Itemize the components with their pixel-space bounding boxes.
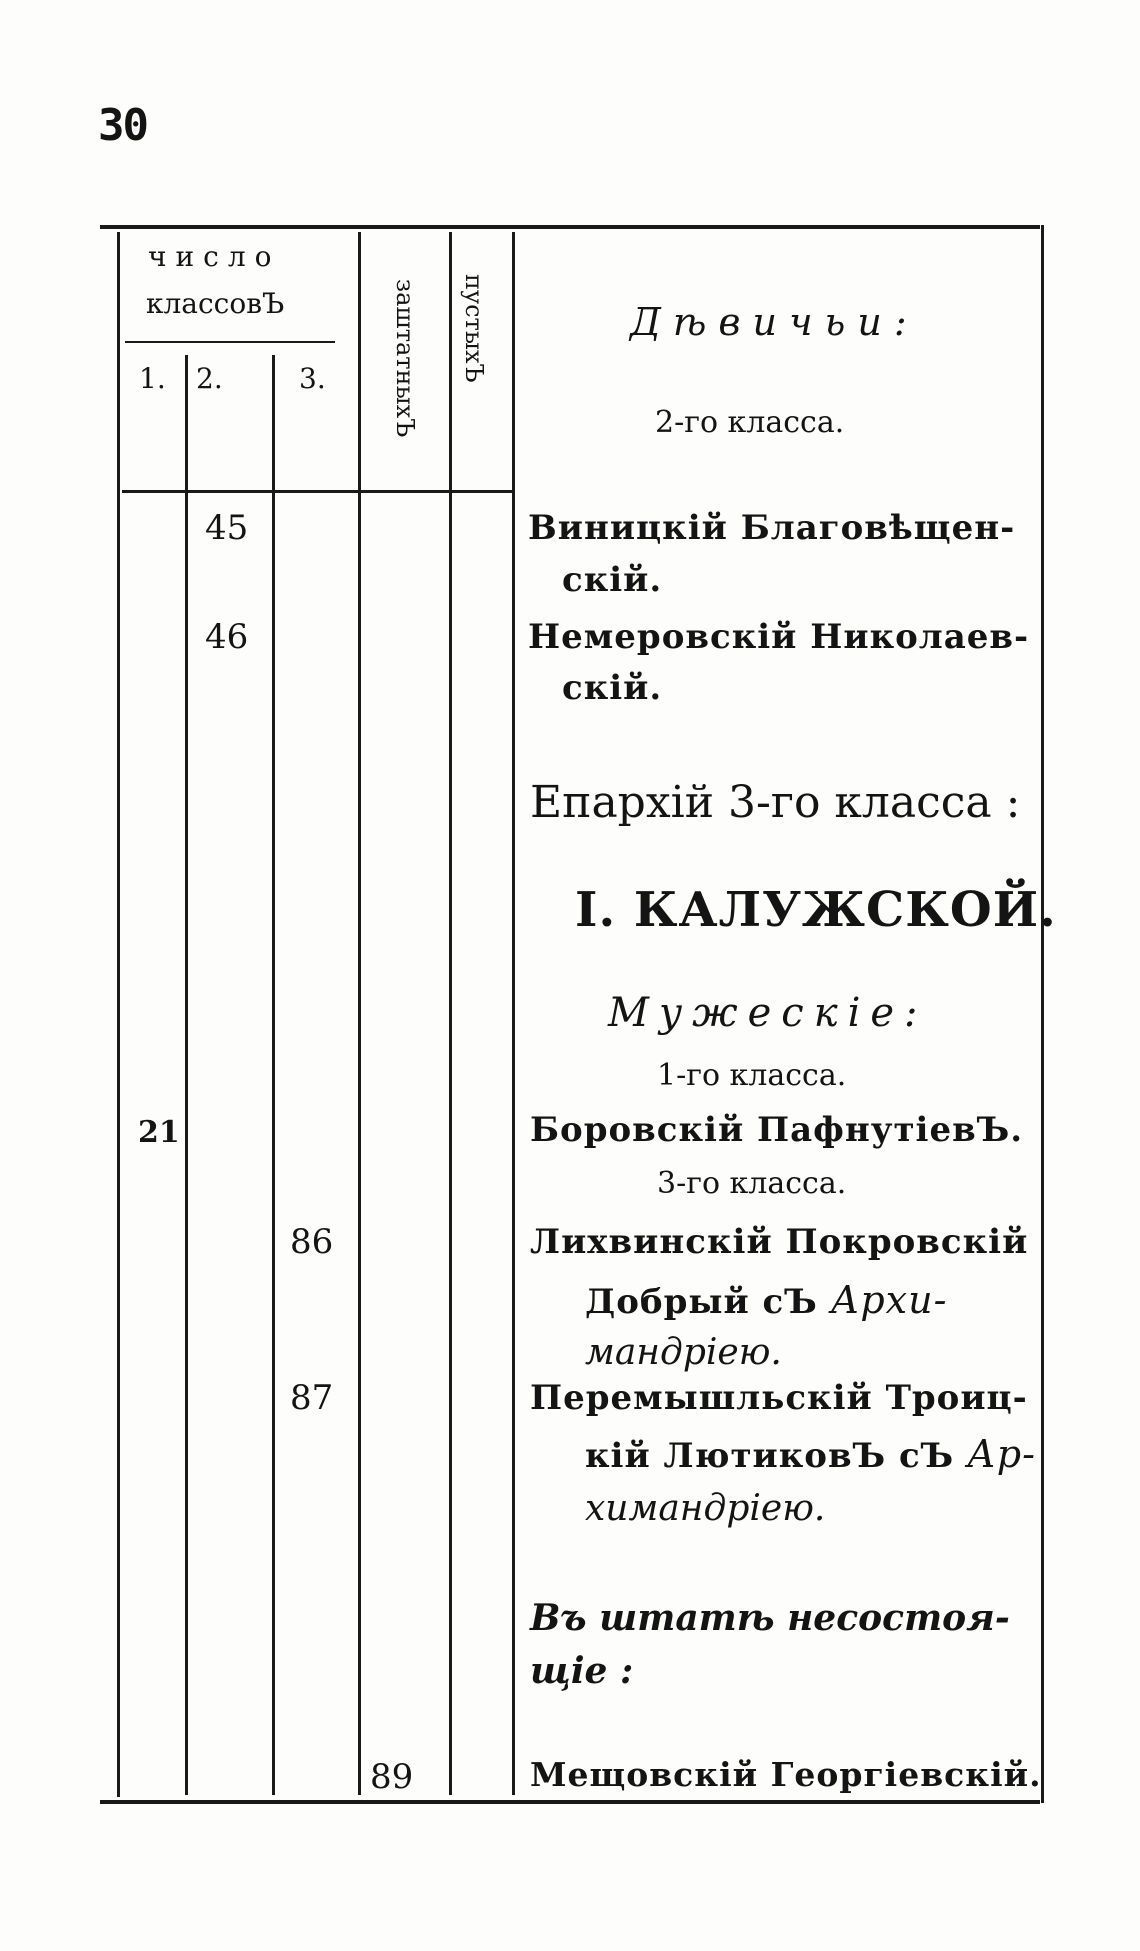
header-count-line2: классовЪ (146, 287, 285, 320)
row6-name-line1: Мещовскій Георгіевскій. (530, 1755, 1042, 1794)
header-bottom-rule (122, 490, 512, 493)
col5-divider (512, 232, 515, 1795)
row4-name-line2 (585, 1278, 947, 1322)
table-top-rule (100, 225, 1040, 229)
header-col5-vertical: пустыхЪ (460, 274, 488, 383)
row5-name-line3: химандріею. (585, 1488, 826, 1529)
header-col4-vertical: заштатныхЪ (391, 279, 419, 438)
row6-number: 89 (370, 1757, 414, 1797)
col4-divider (449, 232, 452, 1795)
right-border (1041, 225, 1044, 1803)
section-title: Дѣвичьи: (630, 300, 919, 344)
class1-subheading: 1-го класса. (657, 1058, 847, 1093)
row4-name-line1: Лихвинскій Покровскій (530, 1222, 1029, 1262)
row5-line2-regular: кій ЛютиковЪ сЪ (585, 1436, 968, 1476)
left-border (117, 232, 120, 1797)
row1-number: 45 (205, 508, 249, 548)
staff-note-line1: Въ штатѣ несостоя- (530, 1597, 1010, 1639)
row3-number: 21 (138, 1115, 180, 1150)
row4-line2-regular: Добрый сЪ (585, 1282, 831, 1322)
col1-divider (185, 355, 188, 1795)
table-bottom-rule (100, 1800, 1040, 1804)
row4-number: 86 (290, 1222, 334, 1262)
staff-note-line2: щіе : (530, 1650, 634, 1692)
row5-number: 87 (290, 1378, 334, 1418)
diocese-heading: I. КАЛУЖСКОЙ. (575, 882, 1057, 938)
row4-name-line3: мандріею. (585, 1332, 782, 1373)
eparchy-heading: Епархій 3-го класса : (530, 777, 1021, 828)
row5-name-line1: Перемышльскій Троиц- (530, 1378, 1028, 1418)
row4-line2-italic: Архи- (830, 1278, 948, 1322)
class3-subheading: 3-го класса. (657, 1166, 847, 1201)
row5-line2-italic: Ар- (967, 1432, 1036, 1476)
row2-name-line1: Немеровскій Николаев- (528, 617, 1030, 657)
header-col1: 1. (139, 362, 166, 395)
header-col3: 3. (299, 362, 326, 395)
row3-name-line1: Боровскій ПафнутіевЪ. (530, 1110, 1024, 1150)
section-subtitle: 2-го класса. (655, 405, 845, 440)
col2-divider (272, 355, 275, 1795)
page-number: 30 (98, 100, 147, 151)
row5-name-line2 (585, 1432, 1036, 1476)
male-heading: Мужескіе: (608, 990, 928, 1036)
row2-name-line2: скій. (562, 668, 663, 708)
count-group-rule (125, 341, 335, 343)
header-col2: 2. (196, 362, 223, 395)
row1-name-line2: скій. (562, 560, 663, 600)
col3-divider (358, 232, 361, 1795)
row1-name-line1: Виницкій Благовѣщен- (528, 508, 1016, 548)
row2-number: 46 (205, 617, 249, 657)
header-count-line1: число (148, 240, 281, 273)
